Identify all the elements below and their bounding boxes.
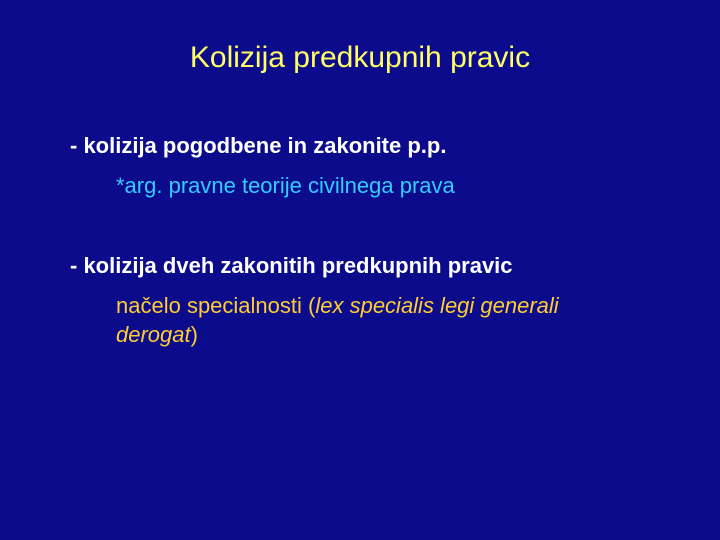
- bullet-heading-2: - kolizija dveh zakonitih predkupnih pravic: [70, 253, 513, 278]
- detail-2-prefix: načelo specialnosti (: [116, 293, 316, 318]
- detail-2-latin-maxim: lex specialis legi generali derogat: [116, 293, 559, 347]
- bullet-detail-2: [116, 291, 616, 349]
- bullet-heading-1: - kolizija pogodbene in zakonite p.p.: [70, 133, 447, 158]
- detail-2-suffix: ): [190, 322, 198, 347]
- slide-title: Kolizija predkupnih pravic: [189, 41, 531, 74]
- bullet-detail-1: *arg. pravne teorije civilnega prava: [116, 173, 455, 198]
